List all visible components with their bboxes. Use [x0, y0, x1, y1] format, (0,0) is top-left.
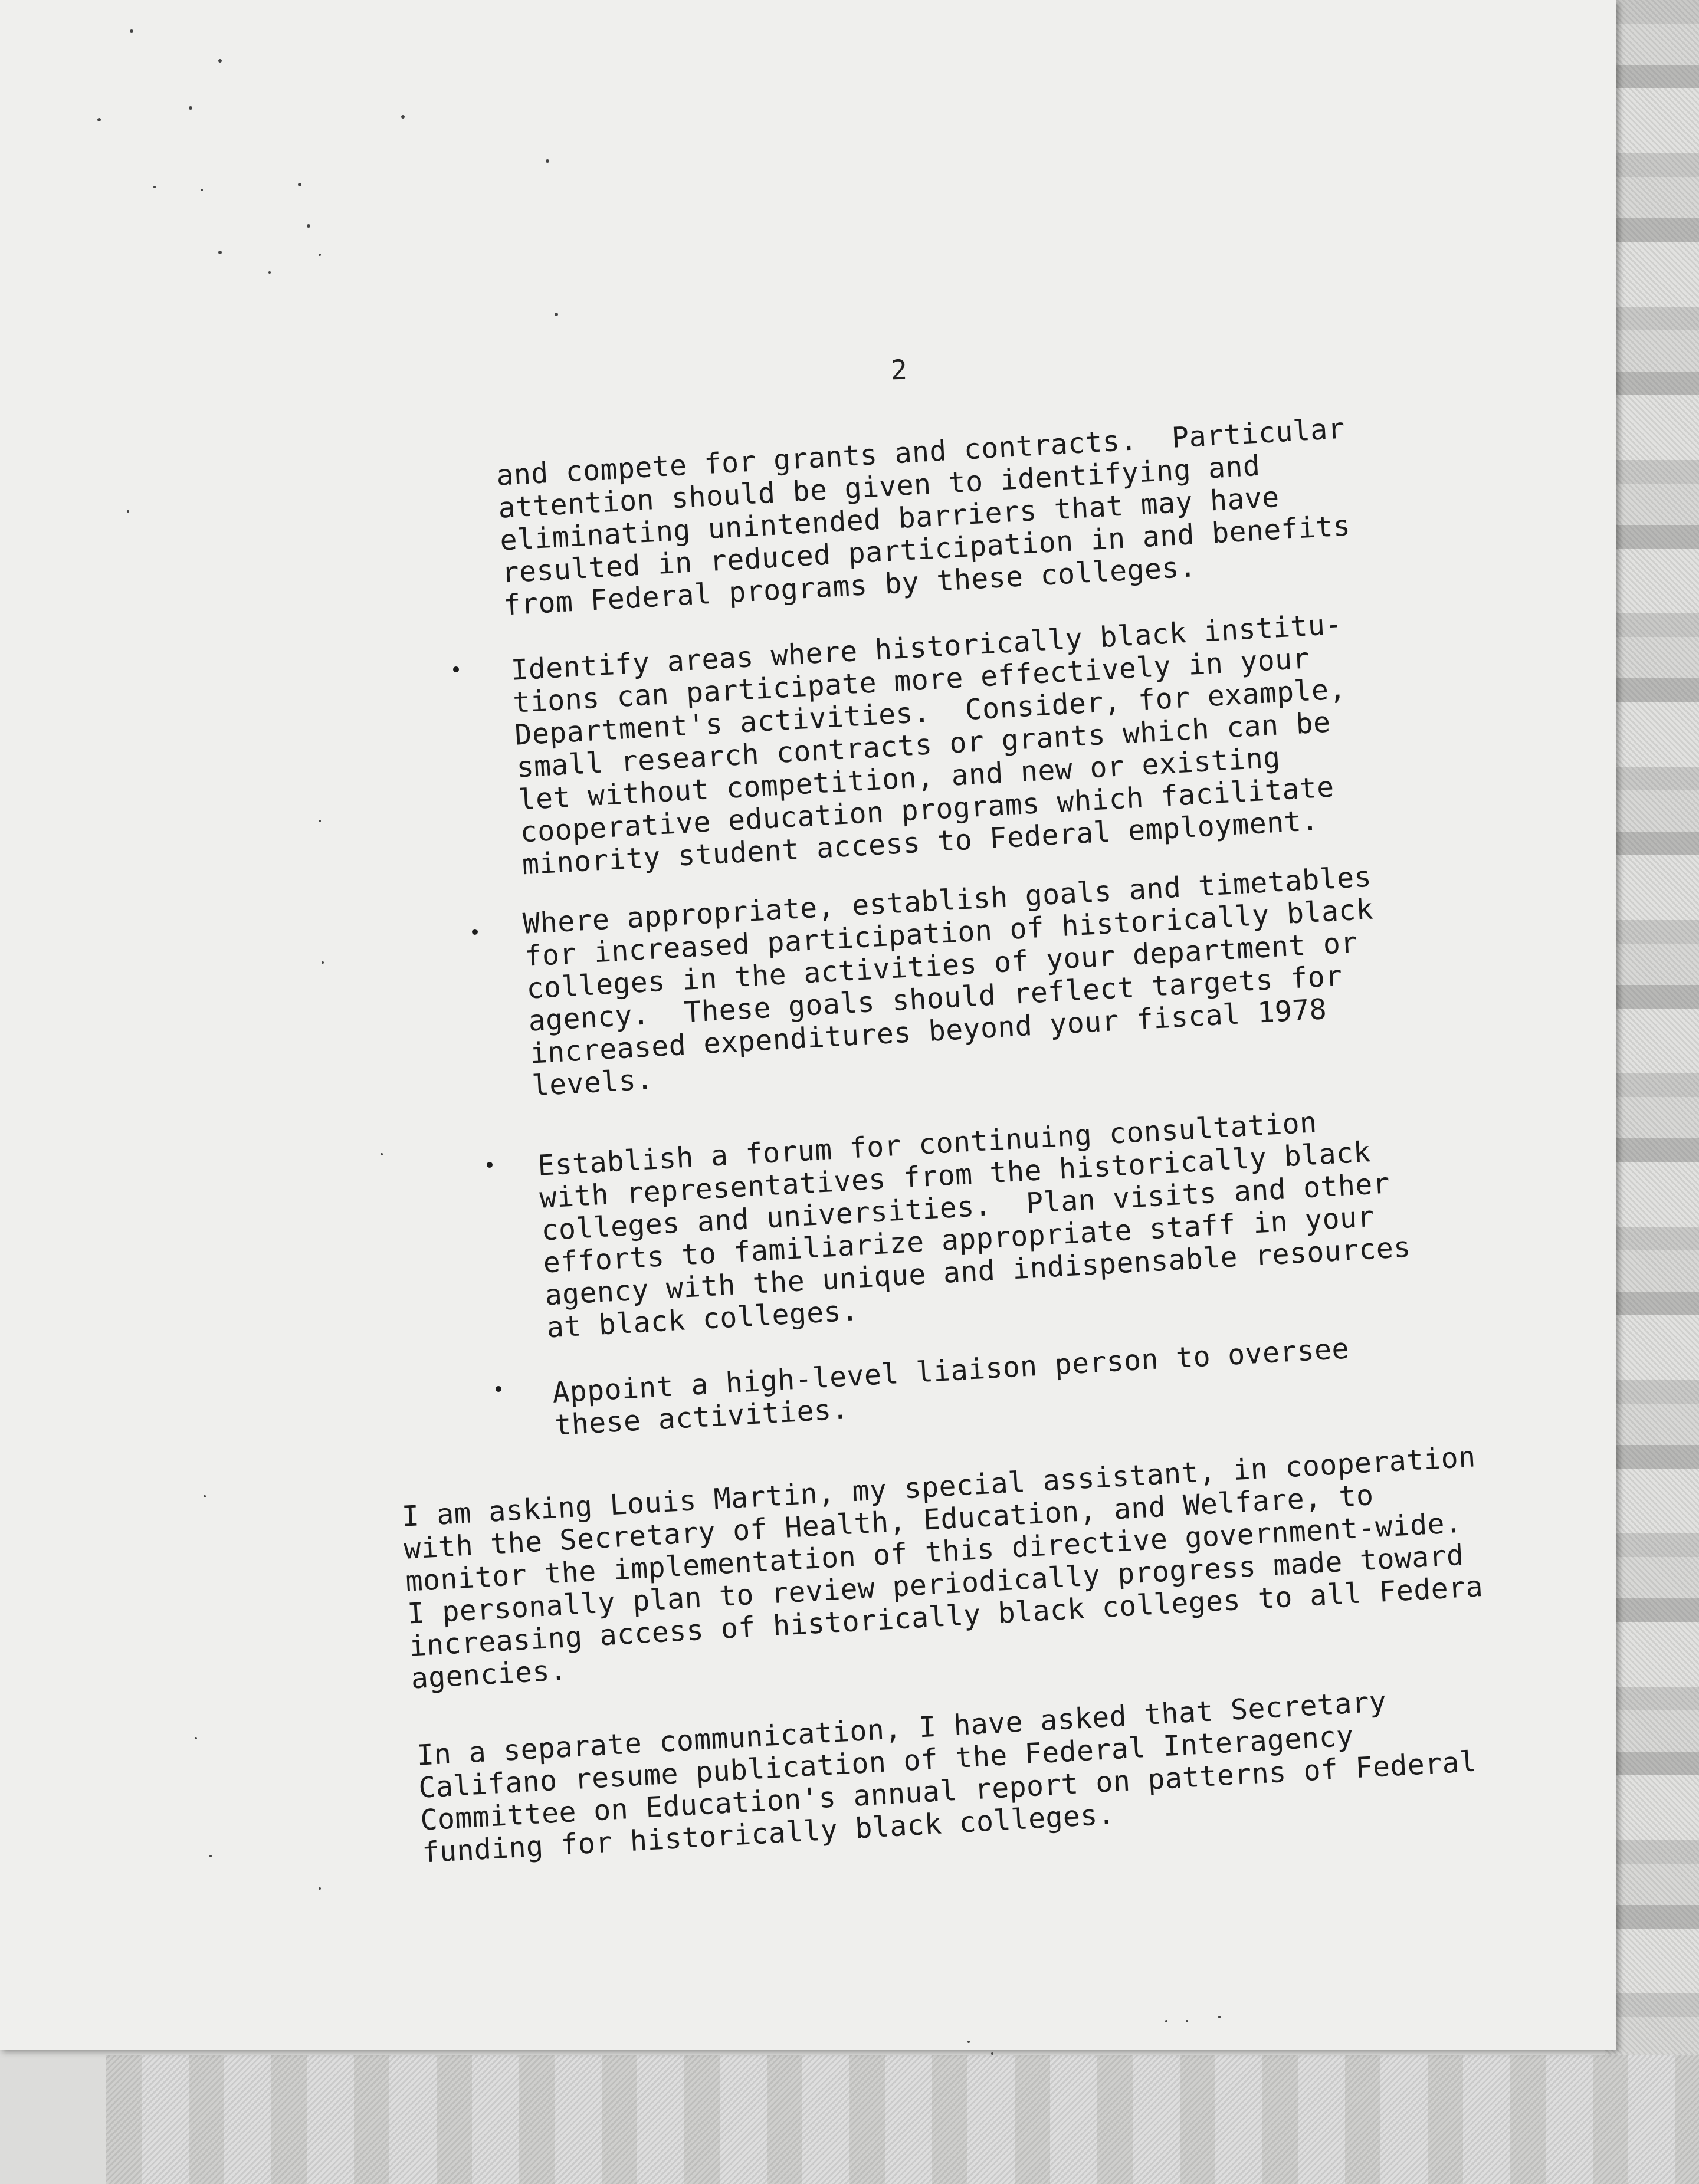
speck — [319, 254, 321, 256]
speck — [195, 1737, 197, 1739]
bullet-marker — [487, 1162, 493, 1168]
speck — [209, 1855, 212, 1857]
speck — [546, 159, 549, 163]
speck — [130, 29, 133, 33]
speck — [307, 224, 310, 228]
speck — [218, 251, 222, 254]
speck — [319, 820, 321, 822]
speck — [555, 313, 558, 316]
paragraph-communication: In a separate communication, I have asked that Secretary Califano resume publication of the Federal Interagency Committee on Education's annual report on patterns of Federal funding for historically black colleges. — [415, 1685, 1478, 1870]
page-number: 2 — [890, 353, 908, 386]
paragraph-directive: I am asking Louis Martin, my special assistant, in cooperation with the Secretary of Health, Education, and Welfare, to monitor the implementation of this directive government-wide. I personally plan to review periodically progress made toward increasing access of historically black colleges to all Federa agencies. — [401, 1440, 1484, 1696]
speck — [201, 189, 203, 191]
speck — [268, 271, 271, 274]
speck — [204, 1495, 206, 1497]
speck — [1165, 2020, 1167, 2022]
speck — [381, 1153, 383, 1155]
speck — [991, 2052, 993, 2055]
bullet-item-4: Appoint a high-level liaison person to oversee these activities. — [551, 1332, 1350, 1442]
speck — [1218, 2016, 1221, 2018]
speck — [322, 961, 324, 964]
speck — [319, 1887, 321, 1890]
bullet-item-2: Where appropriate, establish goals and timetables for increased participation of historically black colleges in the activities of your department or agency. These goals should reflect targets for increased expenditures beyond your fiscal 1978 levels. — [521, 860, 1375, 1103]
backing-sheet-bottom — [106, 2055, 1699, 2184]
speck — [1186, 2020, 1188, 2022]
speck — [401, 115, 405, 119]
backing-sheet-right — [1605, 0, 1699, 2184]
speck — [967, 2041, 970, 2043]
speck — [153, 186, 156, 188]
speck — [127, 510, 129, 513]
continuation-paragraph: and compete for grants and contracts. Particular attention should be given to identifying and eliminating unintended barriers that may have resulted in reduced participation in and benefits from Federal programs by these colleges. — [495, 412, 1352, 622]
speck — [218, 59, 222, 63]
bullet-marker — [496, 1386, 501, 1392]
speck — [97, 118, 101, 121]
bullet-marker — [472, 929, 478, 935]
bullet-marker — [453, 666, 459, 672]
speck — [189, 106, 192, 110]
bullet-item-1: Identify areas where historically black institu- tions can participate more effectively in your Department's activities. Consider, for example, small research contracts or grants which can be let without competition, and new or existing cooperative education programs which facilitate minority student access to Federal employment. — [510, 607, 1347, 882]
speck — [298, 183, 301, 186]
bullet-item-3: Establish a forum for continuing consultation with representatives from the historically black colleges and universities. Plan visits and other efforts to familiarize appropriate staff in your agency with the unique and indispensable resources at black colleges. — [536, 1106, 1412, 1345]
